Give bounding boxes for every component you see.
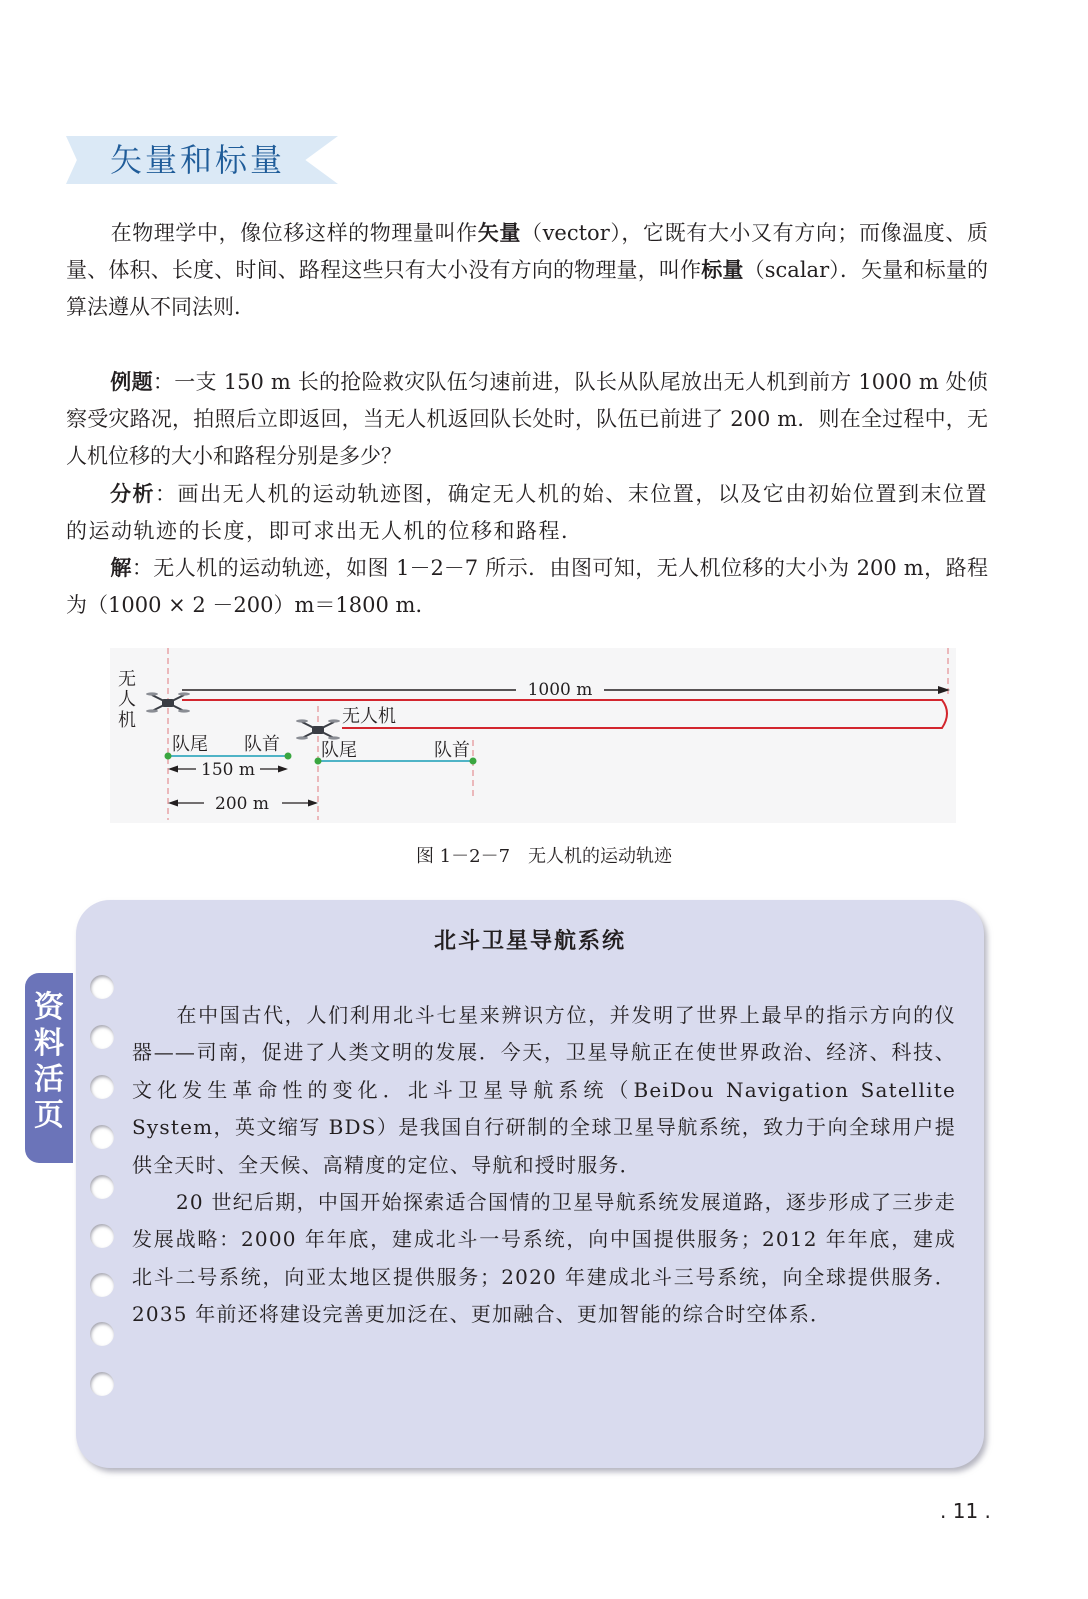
arrow-right-icon bbox=[278, 766, 288, 773]
binder-ring-icon bbox=[90, 1075, 114, 1099]
term-scalar: 标量 bbox=[701, 258, 744, 282]
team-head-dot-2 bbox=[470, 758, 477, 765]
distance-1000-label: 1000 m bbox=[527, 680, 593, 700]
binder-ring-icon bbox=[90, 1224, 114, 1248]
drone-label-top-1: 无 bbox=[118, 669, 136, 690]
example-paragraph bbox=[66, 364, 988, 475]
intro-text-1: 在物理学中，像位移这样的物理量叫作 bbox=[110, 221, 478, 245]
analysis-text: ：画出无人机的运动轨迹图，确定无人机的始、末位置，以及它由初始位置到末位置的运动轨迹的长度，即可求出无人机的位移和路程． bbox=[66, 482, 989, 543]
info-box-paragraph-2 bbox=[132, 1184, 956, 1334]
binder-ring-icon bbox=[90, 1025, 114, 1049]
drone-label-mid: 无人机 bbox=[342, 706, 396, 727]
drone-label-top-3: 机 bbox=[118, 710, 136, 731]
info-box-text-1: 在中国古代，人们利用北斗七星来辨识方位，并发明了世界上最早的指示方向的仪器——司南，促进了人类文明的发展．今天，卫星导航正在使世界政治、经济、科技、文化发生革命性的变化．北斗卫星导航系统（BeiDou Navigation Satellite System，英文缩写 BDS）是我国自行研制的全球卫星导航系统，致力于向全球用户提供全天时、全天候、高精度的定位、导航和授时服务． bbox=[132, 1003, 956, 1177]
intro-paragraph bbox=[66, 215, 988, 326]
info-box-title: 北斗卫星导航系统 bbox=[433, 929, 626, 954]
solution-text: ：无人机的运动轨迹，如图 1－2－7 所示．由图可知，无人机位移的大小为 200 m，路程为（1000 × 2 －200）m＝1800 m． bbox=[66, 556, 989, 617]
binder-ring-icon bbox=[90, 1372, 114, 1396]
side-tab-char-1: 资 bbox=[34, 990, 64, 1025]
binder-ring-icon bbox=[90, 1322, 114, 1346]
intro-text-3: （scalar）．矢量和标量的算法遵从不同法则． bbox=[66, 258, 988, 319]
analysis-paragraph bbox=[66, 476, 988, 550]
side-tab-label bbox=[25, 990, 73, 1134]
info-box-paragraph-1 bbox=[132, 997, 956, 1184]
arrow-left-icon bbox=[168, 800, 178, 807]
team-tail-dot-2 bbox=[315, 758, 322, 765]
analysis-label: 分析 bbox=[110, 482, 156, 506]
figure-caption: 图 1－2－7 无人机的运动轨迹 bbox=[415, 846, 673, 867]
team-head-label-2: 队首 bbox=[434, 740, 470, 761]
binder-ring-icon bbox=[90, 1125, 114, 1149]
solution-paragraph bbox=[66, 550, 988, 624]
term-vector: 矢量 bbox=[477, 221, 521, 245]
section-title: 矢量和标量 bbox=[110, 141, 286, 179]
binder-ring-icon bbox=[90, 975, 114, 999]
solution-label: 解 bbox=[110, 556, 132, 580]
drone-label-top-2: 人 bbox=[118, 689, 136, 710]
distance-200-label: 200 m bbox=[215, 794, 269, 814]
drone-path-line bbox=[182, 700, 947, 728]
page-number: . 11 . bbox=[940, 1499, 991, 1523]
team-head-dot-1 bbox=[285, 753, 292, 760]
example-text: ：一支 150 m 长的抢险救灾队伍匀速前进，队长从队尾放出无人机到前方 1000 m 处侦察受灾路况，拍照后立即返回，当无人机返回队长处时，队伍已前进了 200 m．则在全过程中，无人机位移的大小和路程分别是多少？ bbox=[66, 370, 989, 468]
team-tail-label-2: 队尾 bbox=[321, 740, 357, 761]
team-head-label-1: 队首 bbox=[244, 734, 280, 755]
side-tab-char-3: 活 bbox=[34, 1062, 64, 1097]
drone-trajectory-figure bbox=[110, 648, 956, 823]
arrow-right-icon bbox=[308, 800, 318, 807]
distance-150-label: 150 m bbox=[201, 760, 255, 780]
binder-ring-icon bbox=[90, 1175, 114, 1199]
team-tail-dot-1 bbox=[165, 753, 172, 760]
side-tab-char-4: 页 bbox=[34, 1098, 64, 1133]
arrow-left-icon bbox=[168, 766, 178, 773]
team-tail-label-1: 队尾 bbox=[172, 734, 208, 755]
info-box-text-2: 20 世纪后期，中国开始探索适合国情的卫星导航系统发展道路，逐步形成了三步走发展战略：2000 年年底，建成北斗一号系统，向中国提供服务；2012 年年底，建成北斗二号系统，向亚太地区提供服务；2020 年建成北斗三号系统，向全球提供服务．2035 年前还将建设完善更加泛在、更加融合、更加智能的综合时空体系． bbox=[132, 1190, 956, 1327]
intro-text-2: （vector），它既有大小又有方向；而像温度、质量、体积、长度、时间、路程这些只有大小没有方向的物理量，叫作 bbox=[66, 221, 989, 282]
side-tab-char-2: 料 bbox=[34, 1026, 64, 1061]
example-label: 例题 bbox=[110, 370, 153, 394]
binder-ring-icon bbox=[90, 1273, 114, 1297]
